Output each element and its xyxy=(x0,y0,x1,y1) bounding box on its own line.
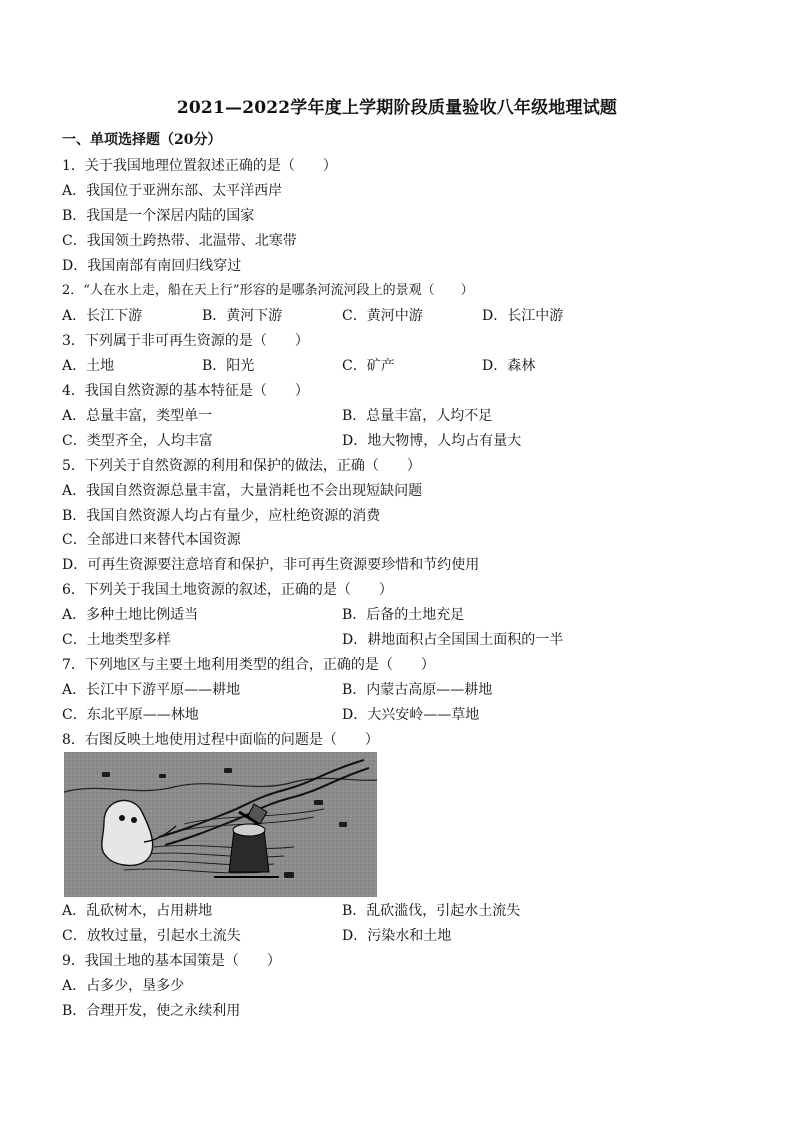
question-5-option-d: D．可再生资源要注意培育和保护，非可再生资源要珍惜和节约使用 xyxy=(62,557,480,573)
question-4-option-c: C．类型齐全，人均丰富 xyxy=(62,433,213,449)
question-5-stem: 5．下列关于自然资源的利用和保护的做法，正确（ ） xyxy=(62,458,421,474)
question-6-option-a: A．多种土地比例适当 xyxy=(62,607,199,623)
question-3-option-b: B．阳光 xyxy=(202,358,255,374)
question-2-option-a: A．长江下游 xyxy=(62,308,143,324)
question-6-options-row1 xyxy=(62,605,722,625)
question-3-stem: 3．下列属于非可再生资源的是（ ） xyxy=(62,333,309,349)
question-2-option-d: D．长江中游 xyxy=(482,308,564,324)
question-7-option-a: A．长江中下游平原——耕地 xyxy=(62,682,241,698)
question-8-options-row1 xyxy=(62,901,722,921)
question-7-options-row2 xyxy=(62,705,722,725)
question-8-option-b: B．乱砍滥伐，引起水土流失 xyxy=(342,903,521,919)
land-use-drawing xyxy=(64,752,377,897)
question-7-options-row1 xyxy=(62,680,722,700)
question-2-option-c: C．黄河中游 xyxy=(342,308,423,324)
question-5-option-b: B．我国自然资源人均占有量少，应杜绝资源的消费 xyxy=(62,508,381,524)
question-3-options xyxy=(62,356,722,376)
question-1-option-c: C．我国领土跨热带、北温带、北寒带 xyxy=(62,233,297,249)
question-8-option-c: C．放牧过量，引起水土流失 xyxy=(62,928,241,944)
question-2-option-b: B．黄河下游 xyxy=(202,308,283,324)
question-6-option-b: B．后备的土地充足 xyxy=(342,607,465,623)
question-5-option-a: A．我国自然资源总量丰富，大量消耗也不会出现短缺问题 xyxy=(62,483,423,499)
question-9-option-a: A．占多少，垦多少 xyxy=(62,978,185,994)
question-1-stem: 1．关于我国地理位置叙述正确的是（ ） xyxy=(62,158,337,174)
question-6-stem: 6．下列关于我国土地资源的叙述，正确的是（ ） xyxy=(62,582,393,598)
question-8-option-a: A．乱砍树木，占用耕地 xyxy=(62,903,213,919)
land-use-illustration xyxy=(64,752,377,897)
question-3-option-d: D．森林 xyxy=(482,358,536,374)
question-9-option-b: B．合理开发，使之永续利用 xyxy=(62,1003,241,1019)
question-7-option-b: B．内蒙古高原——耕地 xyxy=(342,682,493,698)
section-heading: 一、单项选择题（20分） xyxy=(62,132,222,148)
exam-title: 2021—2022学年度上学期阶段质量验收八年级地理试题 xyxy=(176,98,618,118)
question-3-option-c: C．矿产 xyxy=(342,358,395,374)
question-4-option-b: B．总量丰富，人均不足 xyxy=(342,408,493,424)
question-2-options xyxy=(62,306,722,326)
question-1-option-a: A．我国位于亚洲东部、太平洋西岸 xyxy=(62,183,283,199)
question-4-stem: 4．我国自然资源的基本特征是（ ） xyxy=(62,383,309,399)
question-7-stem: 7．下列地区与主要土地利用类型的组合，正确的是（ ） xyxy=(62,657,435,673)
question-7-option-d: D．大兴安岭——草地 xyxy=(342,707,480,723)
question-6-option-d: D．耕地面积占全国国土面积的一半 xyxy=(342,632,564,648)
question-8-stem: 8．右图反映土地使用过程中面临的问题是（ ） xyxy=(62,732,379,748)
question-4-option-d: D．地大物博，人均占有量大 xyxy=(342,433,522,449)
question-4-option-a: A．总量丰富，类型单一 xyxy=(62,408,213,424)
question-3-option-a: A．土地 xyxy=(62,358,115,374)
question-4-options-row2 xyxy=(62,431,722,451)
question-8-options-row2 xyxy=(62,926,722,946)
question-1-option-b: B．我国是一个深居内陆的国家 xyxy=(62,208,255,224)
question-1-option-d: D．我国南部有南回归线穿过 xyxy=(62,258,242,274)
question-5-option-c: C．全部进口来替代本国资源 xyxy=(62,532,241,548)
question-9-stem: 9．我国土地的基本国策是（ ） xyxy=(62,953,281,969)
question-6-options-row2 xyxy=(62,630,722,650)
question-2-stem: 2．“人在水上走，船在天上行”形容的是哪条河流河段上的景观（ ） xyxy=(62,283,474,298)
question-7-option-c: C．东北平原——林地 xyxy=(62,707,199,723)
question-4-options-row1 xyxy=(62,406,722,426)
question-6-option-c: C．土地类型多样 xyxy=(62,632,171,648)
question-8-option-d: D．污染水和土地 xyxy=(342,928,452,944)
